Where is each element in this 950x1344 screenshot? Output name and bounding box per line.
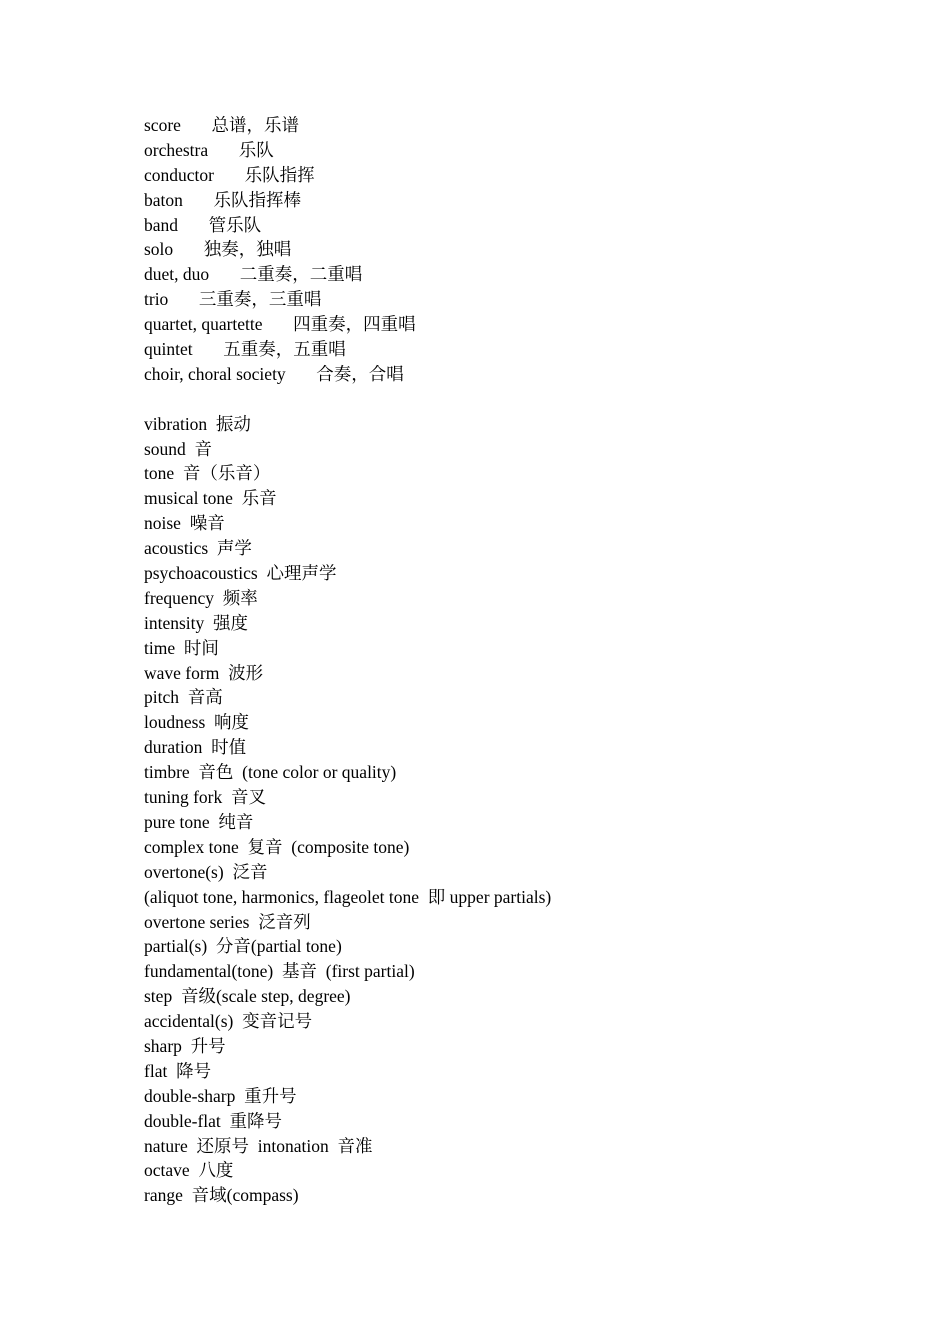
glossary-entry: overtone series 泛音列 <box>144 911 311 932</box>
glossary-entry: complex tone 复音 (composite tone) <box>144 836 410 857</box>
music-glossary-list <box>144 113 551 1208</box>
glossary-entry: duration 时值 <box>144 737 247 758</box>
glossary-entry: acoustics 声学 <box>144 538 252 559</box>
glossary-entry: double-sharp 重升号 <box>144 1085 297 1106</box>
glossary-entry: noise 噪音 <box>144 513 225 534</box>
glossary-entry: flat 降号 <box>144 1060 212 1081</box>
glossary-entry: timbre 音色 (tone color or quality) <box>144 762 397 783</box>
glossary-entry: overtone(s) 泛音 <box>144 861 268 882</box>
glossary-entry: tone 音（乐音） <box>144 463 271 484</box>
glossary-entry: conductor 乐队指挥 <box>144 164 315 185</box>
glossary-entry: accidental(s) 变音记号 <box>144 1011 313 1032</box>
glossary-entry: band 管乐队 <box>144 214 262 235</box>
glossary-entry: pure tone 纯音 <box>144 811 254 832</box>
glossary-entry: pitch 音高 <box>144 687 223 708</box>
glossary-entry: vibration 振动 <box>144 413 251 434</box>
glossary-entry: frequency 频率 <box>144 587 258 608</box>
glossary-entry: range 音域(compass) <box>144 1185 299 1206</box>
blank-line <box>144 387 551 412</box>
glossary-entry: intensity 强度 <box>144 612 249 633</box>
glossary-entry: (aliquot tone, harmonics, flageolet tone 即 upper partials) <box>144 886 552 907</box>
glossary-entry: duet, duo 二重奏，二重唱 <box>144 264 363 285</box>
glossary-entry: loudness 响度 <box>144 712 249 733</box>
glossary-entry: step 音级(scale step, degree) <box>144 986 351 1007</box>
glossary-entry: nature 还原号 intonation 音准 <box>144 1135 373 1156</box>
glossary-entry: musical tone 乐音 <box>144 488 277 509</box>
glossary-entry: psychoacoustics 心理声学 <box>144 563 337 584</box>
glossary-entry: quartet, quartette 四重奏，四重唱 <box>144 314 416 335</box>
glossary-entry: sharp 升号 <box>144 1035 226 1056</box>
glossary-entry: sound 音 <box>144 438 213 459</box>
glossary-entry: trio 三重奏，三重唱 <box>144 289 322 310</box>
glossary-entry: time 时间 <box>144 637 219 658</box>
glossary-entry: solo 独奏，独唱 <box>144 239 292 260</box>
glossary-entry: octave 八度 <box>144 1160 234 1181</box>
glossary-entry: wave form 波形 <box>144 662 264 683</box>
glossary-entry: choir, choral society 合奏，合唱 <box>144 363 404 384</box>
glossary-entry: double-flat 重降号 <box>144 1110 283 1131</box>
glossary-entry: baton 乐队指挥棒 <box>144 189 302 210</box>
glossary-entry: quintet 五重奏，五重唱 <box>144 339 346 360</box>
glossary-entry: orchestra 乐队 <box>144 139 274 160</box>
glossary-entry: fundamental(tone) 基音 (first partial) <box>144 961 415 982</box>
glossary-entry: tuning fork 音叉 <box>144 787 267 808</box>
glossary-entry: score 总谱，乐谱 <box>144 115 300 135</box>
glossary-entry: partial(s) 分音(partial tone) <box>144 936 342 957</box>
